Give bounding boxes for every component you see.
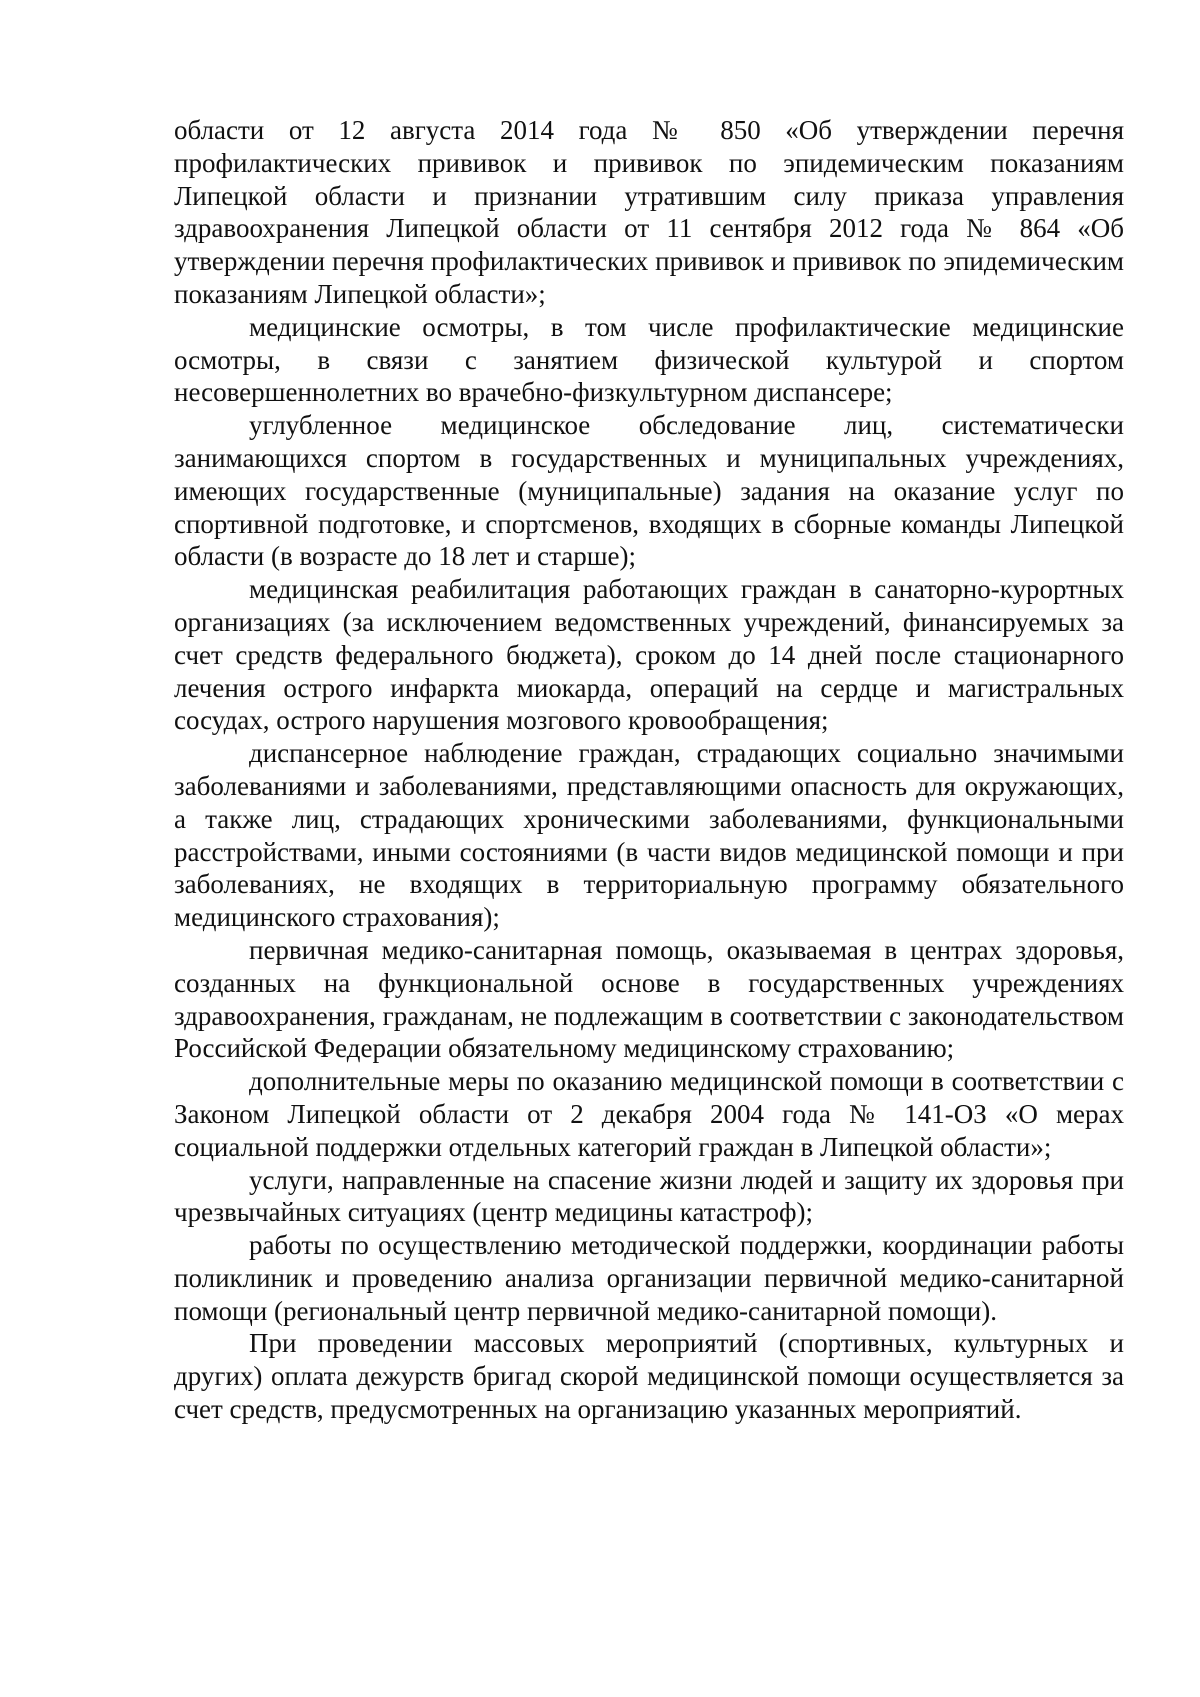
document-page xyxy=(174,114,1124,1426)
paragraph-mass-events: При проведении массовых мероприятий (спортивных, культурных и других) оплата дежурств бригад скорой медицинской помощи осуществляется за счет средств, предусмотренных на организацию указанных мероприятий. xyxy=(174,1328,1124,1425)
paragraph-in-depth-examination: углубленное медицинское обследование лиц, систематически занимающихся спортом в государственных и муниципальных учреждениях, имеющих государственные (муниципальные) задания на оказание услуг по спортивной подготовке, и спортсменов, входящих в сборные команды Липецкой области (в возрасте до 18 лет и старше); xyxy=(174,410,1124,572)
paragraph-medical-examinations: медицинские осмотры, в том числе профилактические медицинские осмотры, в связи с занятием физической культурой и спортом несовершеннолетних во врачебно-физкультурном диспансере; xyxy=(174,311,1124,408)
paragraph-additional-measures: дополнительные меры по оказанию медицинской помощи в соответствии с Законом Липецкой области от 2 декабря 2004 года № 141-ОЗ «О мерах социальной поддержки отдельных категорий граждан в Липецкой области»; xyxy=(174,1066,1124,1162)
paragraph-primary-care-health-centers: первичная медико-санитарная помощь, оказываемая в центрах здоровья, созданных на функциональной основе в государственных учреждениях здравоохранения, гражданам, не подлежащим в соответствии с законодательством Российской Федерации обязательному медицинскому страхованию; xyxy=(174,934,1124,1064)
paragraph-dispensary-observation: диспансерное наблюдение граждан, страдающих социально значимыми заболеваниями и заболеваниями, представляющими опасность для окружающих, а также лиц, страдающих хроническими заболеваниями, функциональными расстройствами, иными состояниями (в части видов медицинской помощи и при заболеваниях, не входящих в территориальную программу обязательного медицинского страхования); xyxy=(174,738,1124,933)
paragraph-medical-rehabilitation: медицинская реабилитация работающих граждан в санаторно-курортных организациях (за исключением ведомственных учреждений, финансируемых за счет средств федерального бюджета), сроком до 14 дней после стационарного лечения острого инфаркта миокарда, операций на сердце и магистральных сосудах, острого нарушения мозгового кровообращения; xyxy=(174,574,1124,736)
paragraph-vaccination-order: области от 12 августа 2014 года № 850 «Об утверждении перечня профилактических прививок и прививок по эпидемическим показаниям Липецкой области и признании утратившим силу приказа управления здравоохранения Липецкой области от 11 сентября 2012 года № 864 «Об утверждении перечня профилактических прививок и прививок по эпидемическим показаниям Липецкой области»; xyxy=(174,115,1124,309)
paragraph-emergency-services: услуги, направленные на спасение жизни людей и защиту их здоровья при чрезвычайных ситуациях (центр медицины катастроф); xyxy=(174,1164,1124,1228)
paragraph-methodological-support: работы по осуществлению методической поддержки, координации работы поликлиник и проведению анализа организации первичной медико-санитарной помощи (региональный центр первичной медико-санитарной помощи). xyxy=(174,1230,1124,1326)
